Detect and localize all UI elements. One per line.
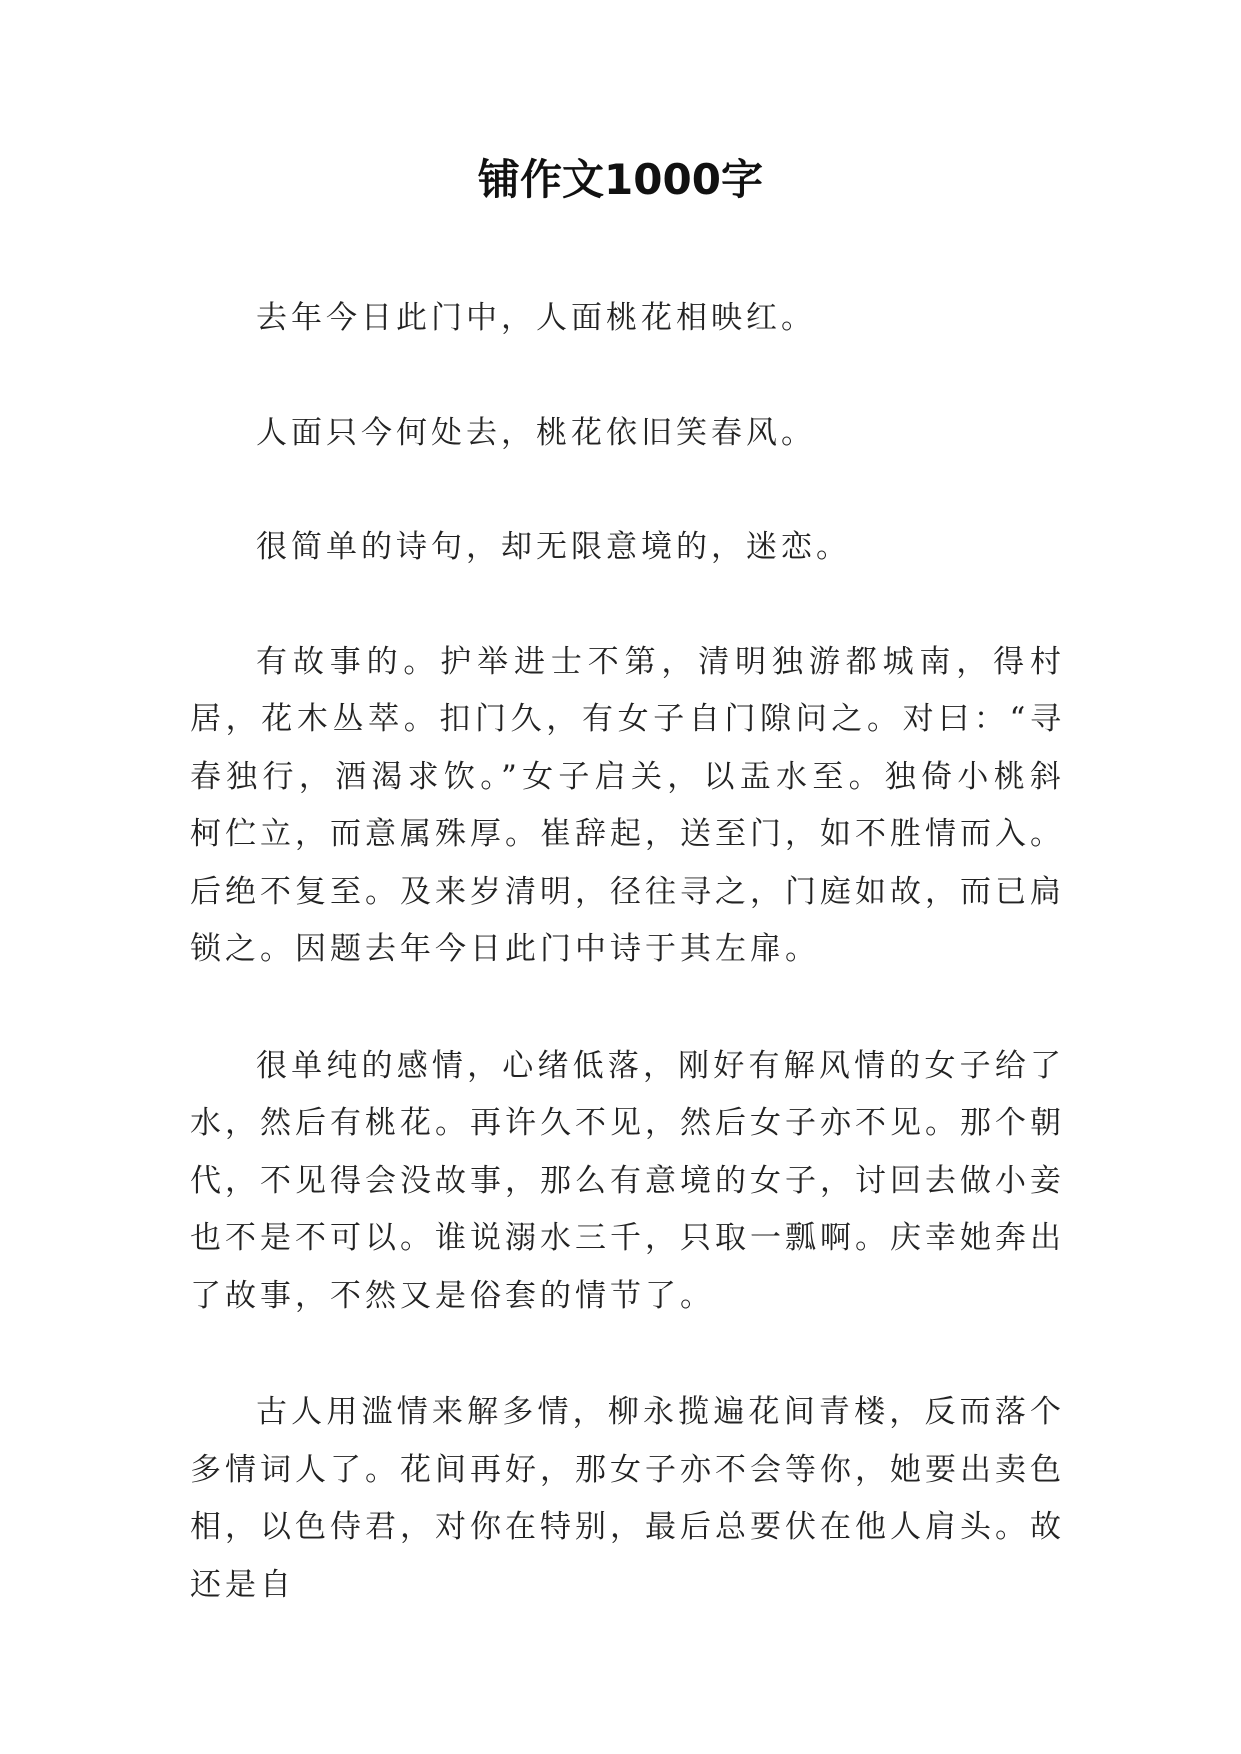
paragraph-1: 去年今日此门中，人面桃花相映红。 [256,300,816,336]
paragraph-3: 很简单的诗句，却无限意境的，迷恋。 [256,529,851,565]
paragraph-6: 古人用滥情来解多情，柳永揽遍花间青楼，反而落个多情词人了。花间再好，那女子亦不会等你，她要出卖色相，以色侍君，对你在特别，最后总要伏在他人肩头。故还是自 [190,1394,1065,1603]
document-title: 铺作文1000字 [478,155,763,204]
paragraph-4: 有故事的。护举进士不第，清明独游都城南，得村居，花木丛萃。扣门久，有女子自门隙问之。对曰：“寻春独行，酒渴求饮。”女子启关，以盂水至。独倚小桃斜柯伫立，而意属殊厚。崔辞起，送至门，如不胜情而入。后绝不复至。及来岁清明，径往寻之，门庭如故，而已扃锁之。因题去年今日此门中诗于其左扉。 [190,643,1065,967]
document-body [190,290,1065,1614]
paragraph-5: 很单纯的感情，心绪低落，刚好有解风情的女子给了水，然后有桃花。再许久不见，然后女子亦不见。那个朝代，不见得会没故事，那么有意境的女子，讨回去做小妾也不是不可以。谁说溺水三千，只取一瓢啊。庆幸她奔出了故事，不然又是俗套的情节了。 [190,1047,1065,1314]
paragraph-2: 人面只今何处去，桃花依旧笑春风。 [256,414,816,451]
